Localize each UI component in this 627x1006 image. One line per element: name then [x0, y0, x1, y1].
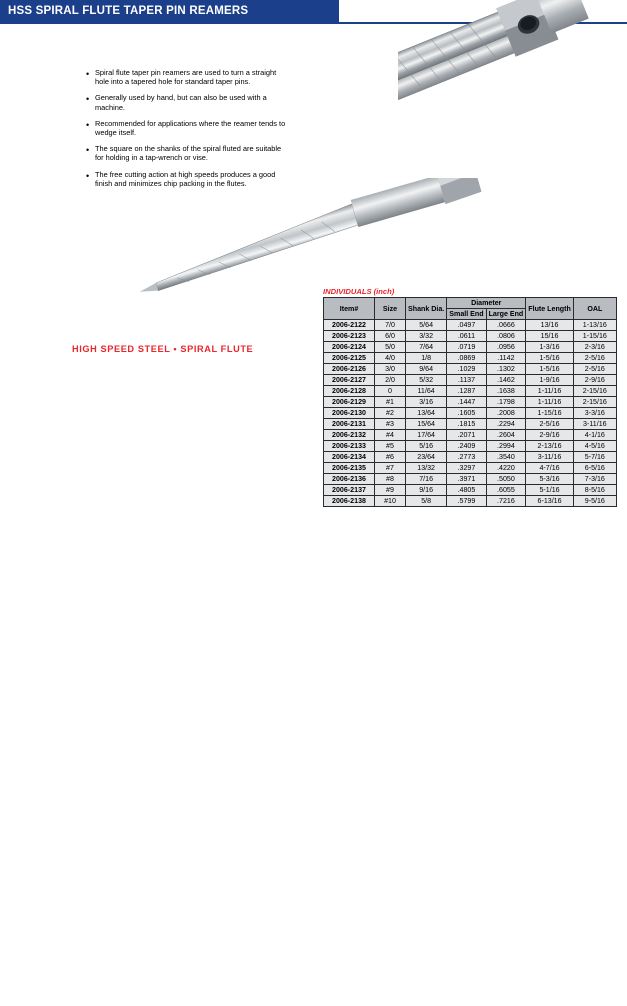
cell-shank: 13/64 [406, 408, 447, 419]
cell-large-end: .4220 [486, 463, 526, 474]
bullet-text: Recommended for applications where the reamer tends to wedge itself. [95, 118, 286, 138]
cell-flute-length: 5-3/16 [526, 474, 574, 485]
cell-oal: 1-13/16 [573, 320, 616, 331]
table-row[interactable] [324, 408, 617, 419]
cell-large-end: .3540 [486, 452, 526, 463]
cell-size: #4 [375, 430, 406, 441]
cell-oal: 4-1/16 [573, 430, 616, 441]
col-header-item: Item# [324, 298, 375, 320]
table-row[interactable] [324, 320, 617, 331]
cell-shank: 11/64 [406, 386, 447, 397]
cell-small-end: .1605 [447, 408, 486, 419]
page-title: HSS SPIRAL FLUTE TAPER PIN REAMERS [8, 5, 249, 17]
cell-shank: 5/64 [406, 320, 447, 331]
cell-item: 2006-2129 [324, 397, 375, 408]
cell-oal: 3-11/16 [573, 419, 616, 430]
cell-flute-length: 1-11/16 [526, 397, 574, 408]
cell-item: 2006-2122 [324, 320, 375, 331]
cell-shank: 13/32 [406, 463, 447, 474]
cell-oal: 9-5/16 [573, 496, 616, 507]
cell-item: 2006-2134 [324, 452, 375, 463]
bullet-icon: • [86, 94, 90, 105]
page-header [0, 0, 339, 22]
cell-large-end: .6055 [486, 485, 526, 496]
cell-item: 2006-2123 [324, 331, 375, 342]
cell-flute-length: 1-15/16 [526, 408, 574, 419]
cell-size: #9 [375, 485, 406, 496]
cell-large-end: .2994 [486, 441, 526, 452]
cell-size: 6/0 [375, 331, 406, 342]
col-header-shank-dia: Shank Dia. [406, 298, 447, 320]
bullet-text: The free cutting action at high speeds produces a good finish and minimizes chip packing in the flutes. [95, 169, 276, 188]
cell-small-end: .3297 [447, 463, 486, 474]
col-header-large-end: Large End [486, 309, 526, 320]
cell-shank: 9/64 [406, 364, 447, 375]
cell-size: 7/0 [375, 320, 406, 331]
cell-size: #2 [375, 408, 406, 419]
cell-item: 2006-2132 [324, 430, 375, 441]
table-row[interactable] [324, 342, 617, 353]
table-caption: INDIVIDUALS (inch) [323, 287, 395, 296]
cell-shank: 5/8 [406, 496, 447, 507]
cell-flute-length: 5-1/16 [526, 485, 574, 496]
cell-size: 5/0 [375, 342, 406, 353]
bullet-icon: • [86, 145, 90, 156]
cell-large-end: .1638 [486, 386, 526, 397]
cell-size: #8 [375, 474, 406, 485]
cell-small-end: .0869 [447, 353, 486, 364]
reamer-full-image [110, 178, 530, 298]
cell-small-end: .5799 [447, 496, 486, 507]
cell-item: 2006-2126 [324, 364, 375, 375]
cell-small-end: .3971 [447, 474, 486, 485]
list-item [86, 68, 286, 86]
cell-large-end: .2604 [486, 430, 526, 441]
cell-shank: 15/64 [406, 419, 447, 430]
table-row[interactable] [324, 331, 617, 342]
cell-item: 2006-2131 [324, 419, 375, 430]
cell-size: #3 [375, 419, 406, 430]
cell-flute-length: 4-7/16 [526, 463, 574, 474]
cell-item: 2006-2130 [324, 408, 375, 419]
cell-small-end: .0611 [447, 331, 486, 342]
cell-size: 3/0 [375, 364, 406, 375]
cell-oal: 4-5/16 [573, 441, 616, 452]
bullet-text: Generally used by hand, but can also be used with a machine. [95, 93, 267, 112]
cell-shank: 17/64 [406, 430, 447, 441]
col-header-oal: OAL [573, 298, 616, 320]
cell-shank: 5/32 [406, 375, 447, 386]
list-item [86, 93, 286, 111]
list-item [86, 144, 286, 162]
bullet-text: Spiral flute taper pin reamers are used to turn a straight hole into a tapered hole for standard taper pins. [95, 68, 277, 87]
cell-shank: 9/16 [406, 485, 447, 496]
cell-large-end: .2008 [486, 408, 526, 419]
cell-size: 2/0 [375, 375, 406, 386]
cell-small-end: .1137 [447, 375, 486, 386]
cell-small-end: .2773 [447, 452, 486, 463]
cell-flute-length: 1-3/16 [526, 342, 574, 353]
table-row[interactable] [324, 496, 617, 507]
cell-shank: 1/8 [406, 353, 447, 364]
cell-flute-length: 15/16 [526, 331, 574, 342]
cell-small-end: .2071 [447, 430, 486, 441]
cell-large-end: .7216 [486, 496, 526, 507]
reamer-closeup-image [398, 0, 606, 120]
cell-large-end: .0956 [486, 342, 526, 353]
cell-shank: 7/64 [406, 342, 447, 353]
cell-oal: 2-5/16 [573, 364, 616, 375]
cell-flute-length: 1-5/16 [526, 364, 574, 375]
col-header-small-end: Small End [447, 309, 486, 320]
cell-small-end: .1447 [447, 397, 486, 408]
cell-size: #6 [375, 452, 406, 463]
cell-flute-length: 2-13/16 [526, 441, 574, 452]
cell-oal: 2-15/16 [573, 386, 616, 397]
bullet-icon: • [86, 170, 90, 181]
cell-small-end: .1815 [447, 419, 486, 430]
table-row[interactable] [324, 485, 617, 496]
cell-flute-length: 1-9/16 [526, 375, 574, 386]
cell-item: 2006-2128 [324, 386, 375, 397]
cell-item: 2006-2135 [324, 463, 375, 474]
cell-flute-length: 1-11/16 [526, 386, 574, 397]
cell-oal: 2-3/16 [573, 342, 616, 353]
cell-item: 2006-2138 [324, 496, 375, 507]
cell-item: 2006-2127 [324, 375, 375, 386]
cell-oal: 5-7/16 [573, 452, 616, 463]
cell-oal: 7-3/16 [573, 474, 616, 485]
cell-small-end: .0719 [447, 342, 486, 353]
table-row[interactable] [324, 452, 617, 463]
cell-shank: 3/16 [406, 397, 447, 408]
bullet-icon: • [86, 69, 90, 79]
cell-small-end: .2409 [447, 441, 486, 452]
cell-large-end: .0666 [486, 320, 526, 331]
cell-oal: 6-5/16 [573, 463, 616, 474]
cell-shank: 23/64 [406, 452, 447, 463]
cell-oal: 1-15/16 [573, 331, 616, 342]
cell-oal: 2-5/16 [573, 353, 616, 364]
cell-large-end: .1462 [486, 375, 526, 386]
cell-oal: 8-5/16 [573, 485, 616, 496]
feature-bullet-list [86, 68, 286, 195]
table-row[interactable] [324, 397, 617, 408]
specification-table [323, 297, 617, 507]
cell-shank: 7/16 [406, 474, 447, 485]
cell-size: #5 [375, 441, 406, 452]
cell-flute-length: 13/16 [526, 320, 574, 331]
cell-flute-length: 1-5/16 [526, 353, 574, 364]
table-row[interactable] [324, 419, 617, 430]
table-row[interactable] [324, 364, 617, 375]
cell-large-end: .0806 [486, 331, 526, 342]
cell-flute-length: 2-5/16 [526, 419, 574, 430]
cell-large-end: .5050 [486, 474, 526, 485]
table-row[interactable] [324, 353, 617, 364]
cell-large-end: .1142 [486, 353, 526, 364]
cell-oal: 2-15/16 [573, 397, 616, 408]
table-row[interactable] [324, 375, 617, 386]
cell-small-end: .1029 [447, 364, 486, 375]
cell-item: 2006-2124 [324, 342, 375, 353]
cell-small-end: .4805 [447, 485, 486, 496]
cell-size: 4/0 [375, 353, 406, 364]
cell-flute-length: 6-13/16 [526, 496, 574, 507]
cell-large-end: .2294 [486, 419, 526, 430]
cell-item: 2006-2136 [324, 474, 375, 485]
cell-small-end: .0497 [447, 320, 486, 331]
col-header-diameter-group: Diameter [447, 298, 526, 309]
list-item [86, 119, 286, 137]
cell-large-end: .1798 [486, 397, 526, 408]
cell-shank: 3/32 [406, 331, 447, 342]
cell-size: #1 [375, 397, 406, 408]
table-row[interactable] [324, 463, 617, 474]
table-row[interactable] [324, 430, 617, 441]
cell-small-end: .1287 [447, 386, 486, 397]
cell-item: 2006-2133 [324, 441, 375, 452]
cell-flute-length: 3-11/16 [526, 452, 574, 463]
cell-size: #10 [375, 496, 406, 507]
cell-shank: 5/16 [406, 441, 447, 452]
material-subtitle: HIGH SPEED STEEL • SPIRAL FLUTE [72, 344, 254, 354]
table-header-group-row [324, 298, 617, 309]
cell-item: 2006-2125 [324, 353, 375, 364]
cell-large-end: .1302 [486, 364, 526, 375]
table-row[interactable] [324, 441, 617, 452]
bullet-text: The square on the shanks of the spiral fluted are suitable for holding in a tap-wrench or vise. [95, 144, 282, 163]
cell-flute-length: 2-9/16 [526, 430, 574, 441]
cell-oal: 3-3/16 [573, 408, 616, 419]
table-row[interactable] [324, 474, 617, 485]
cell-item: 2006-2137 [324, 485, 375, 496]
list-item [86, 170, 286, 188]
cell-oal: 2-9/16 [573, 375, 616, 386]
cell-size: 0 [375, 386, 406, 397]
col-header-size: Size [375, 298, 406, 320]
bullet-icon: • [86, 119, 90, 130]
table-row[interactable] [324, 386, 617, 397]
cell-size: #7 [375, 463, 406, 474]
col-header-flute-length: Flute Length [526, 298, 574, 320]
